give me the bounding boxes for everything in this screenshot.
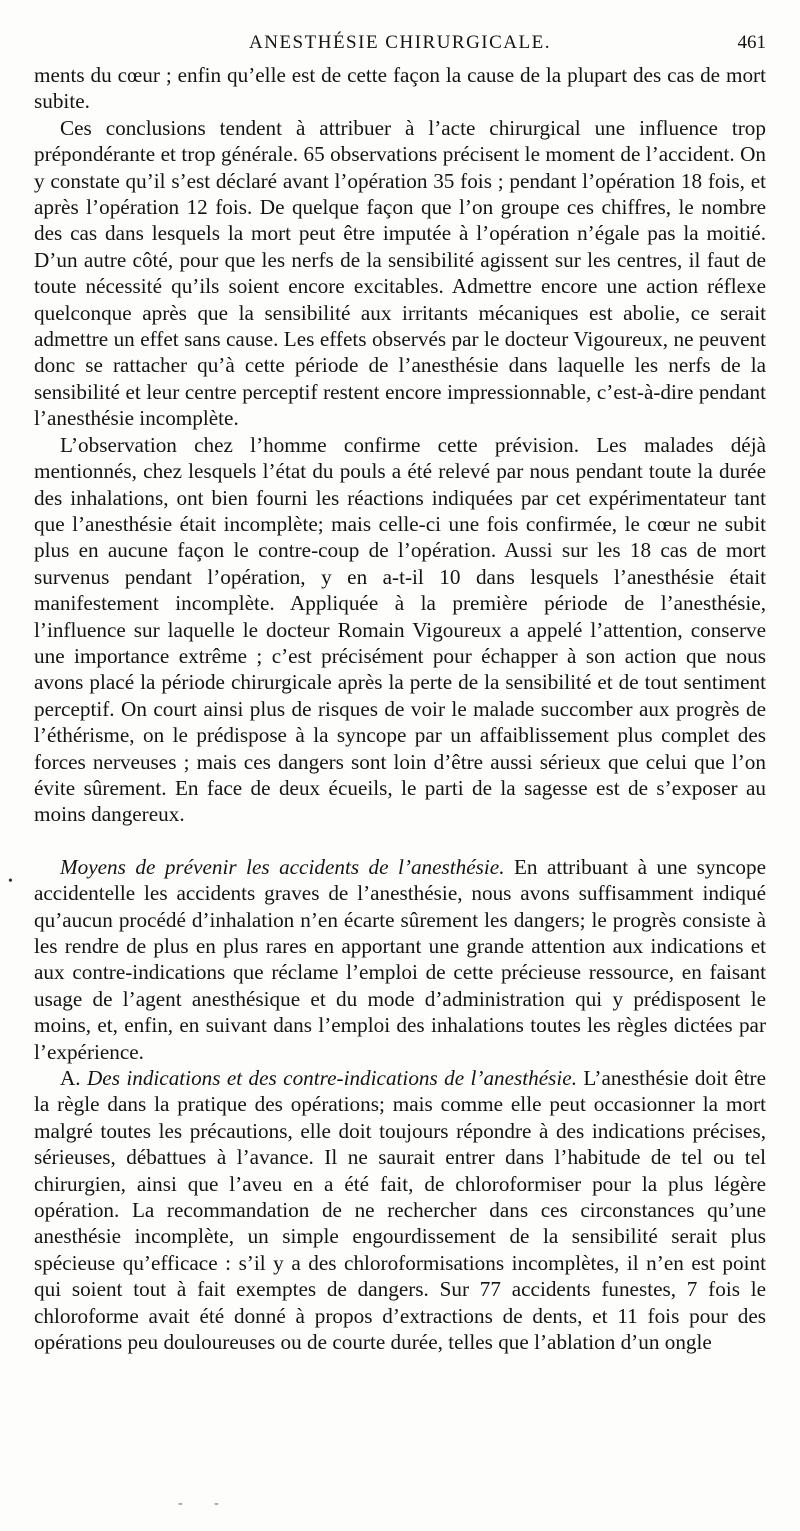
- running-title: ANESTHÉSIE CHIRURGICALE.: [249, 32, 551, 53]
- margin-bullet-mark: •: [8, 874, 13, 889]
- section-paragraph: [34, 854, 766, 1065]
- subsection-paragraph: [34, 1065, 766, 1355]
- body-text: [34, 62, 766, 1356]
- paragraph-continued: ments du cœur ; enfin qu’elle est de cette façon la cause de la plupart des cas de mort subite.: [34, 63, 766, 114]
- subsection-label: A.: [60, 1066, 81, 1091]
- bottom-margin-marks: - -: [178, 1496, 233, 1511]
- section-title: Moyens de prévenir les accidents de l’anesthésie.: [60, 854, 505, 879]
- paragraph-conclusions: Ces conclusions tendent à attribuer à l’acte chirurgical une influence trop prépondérante et trop générale. 65 observations précisent le moment de l’accident. On y constate qu’il s’est déclaré avant l’opération 35 fois ; pendant l’opération 18 fois, et après l’opération 12 fois. De quelque façon que l’on groupe ces chiffres, le nombre des cas dans lesquels la mort peut être imputée à l’opération n’égale pas la moitié. D’un autre côté, pour que les nerfs de la sensibilité agissent sur les centres, il faut de toute nécessité qu’ils soient encore excitables. Admettre encore une action réflexe quelconque après que la sensibilité aux irritants mécaniques est abolie, ce serait admettre un effet sans cause. Les effets observés par le docteur Vigoureux, ne peuvent donc se rattacher qu’à cette période de l’anesthésie dans laquelle les nerfs de la sensibilité et leur centre perceptif restent encore impressionnable, c’est-à-dire pendant l’anesthésie incomplète.: [34, 115, 766, 431]
- subsection-title: Des indications et des contre-indications de l’anesthésie.: [87, 1066, 578, 1091]
- section-body: En attribuant à une syncope accidentelle les accidents graves de l’anesthésie, nous avons suffisamment indiqué qu’aucun procédé d’inhalation n’en écarte sûrement les dangers; le progrès consiste à les rendre de plus en plus rares en apportant une grande attention aux indications et aux contre-indications que réclame l’emploi de cette précieuse ressource, en faisant usage de l’agent anesthésique et du mode d’administration qui y prédisposent le moins, et, enfin, en suivant dans l’emploi des inhalations toutes les règles dictées par l’expérience.: [34, 854, 766, 1064]
- paragraph-observation: L’observation chez l’homme confirme cette prévision. Les malades déjà mentionnés, chez lesquels l’état du pouls a été relevé par nous pendant toute la durée des inhalations, ont bien fourni les réactions indiquées par cet expérimentateur tant que l’anesthésie était incomplète; mais celle-ci une fois confirmée, le cœur ne subit plus en aucune façon le contre-coup de l’opération. Aussi sur les 18 cas de mort survenus pendant l’opération, y en a-t-il 10 dans lesquels l’anesthésie était manifestement incomplète. Appliquée à la première période de l’anesthésie, l’influence sur laquelle le docteur Romain Vigoureux a appelé l’attention, conserve une importance extrême ; c’est précisément pour échapper à son action que nous avons placé la période chirurgicale après la perte de la sensibilité et de tout sentiment perceptif. On court ainsi plus de risques de voir le malade succomber aux progrès de l’éthérisme, on le prédispose à la syncope par un affaiblissement plus complet des forces nerveuses ; mais ces dangers sont loin d’être aussi sérieux que celui que l’on évite sûrement. En face de deux écueils, le parti de la sagesse est de s’exposer au moins dangereux.: [34, 432, 766, 827]
- page-number: 461: [737, 32, 766, 53]
- subsection-body: L’anesthésie doit être la règle dans la pratique des opérations; mais comme elle peut occasionner la mort malgré toutes les précautions, elle doit toujours répondre à des indications précises, sérieuses, débattues à l’avance. Il ne saurait entrer dans l’habitude de tel ou tel chirurgien, ainsi que l’aveu en a été fait, de chloroformiser pour la plus légère opération. La recommandation de ne rechercher dans ces circonstances qu’une anesthésie incomplète, un simple engourdissement de la sensibilité serait plus spécieuse qu’efficace : s’il y a des chloroformisations incomplètes, il n’en est point qui soient tout à fait exemptes de dangers. Sur 77 accidents funestes, 7 fois le chloroforme avait été donné à propos d’extractions de dents, et 11 fois pour des opérations peu douloureuses ou de courte durée, telles que l’ablation d’un ongle: [34, 1066, 767, 1355]
- running-header: [34, 32, 766, 60]
